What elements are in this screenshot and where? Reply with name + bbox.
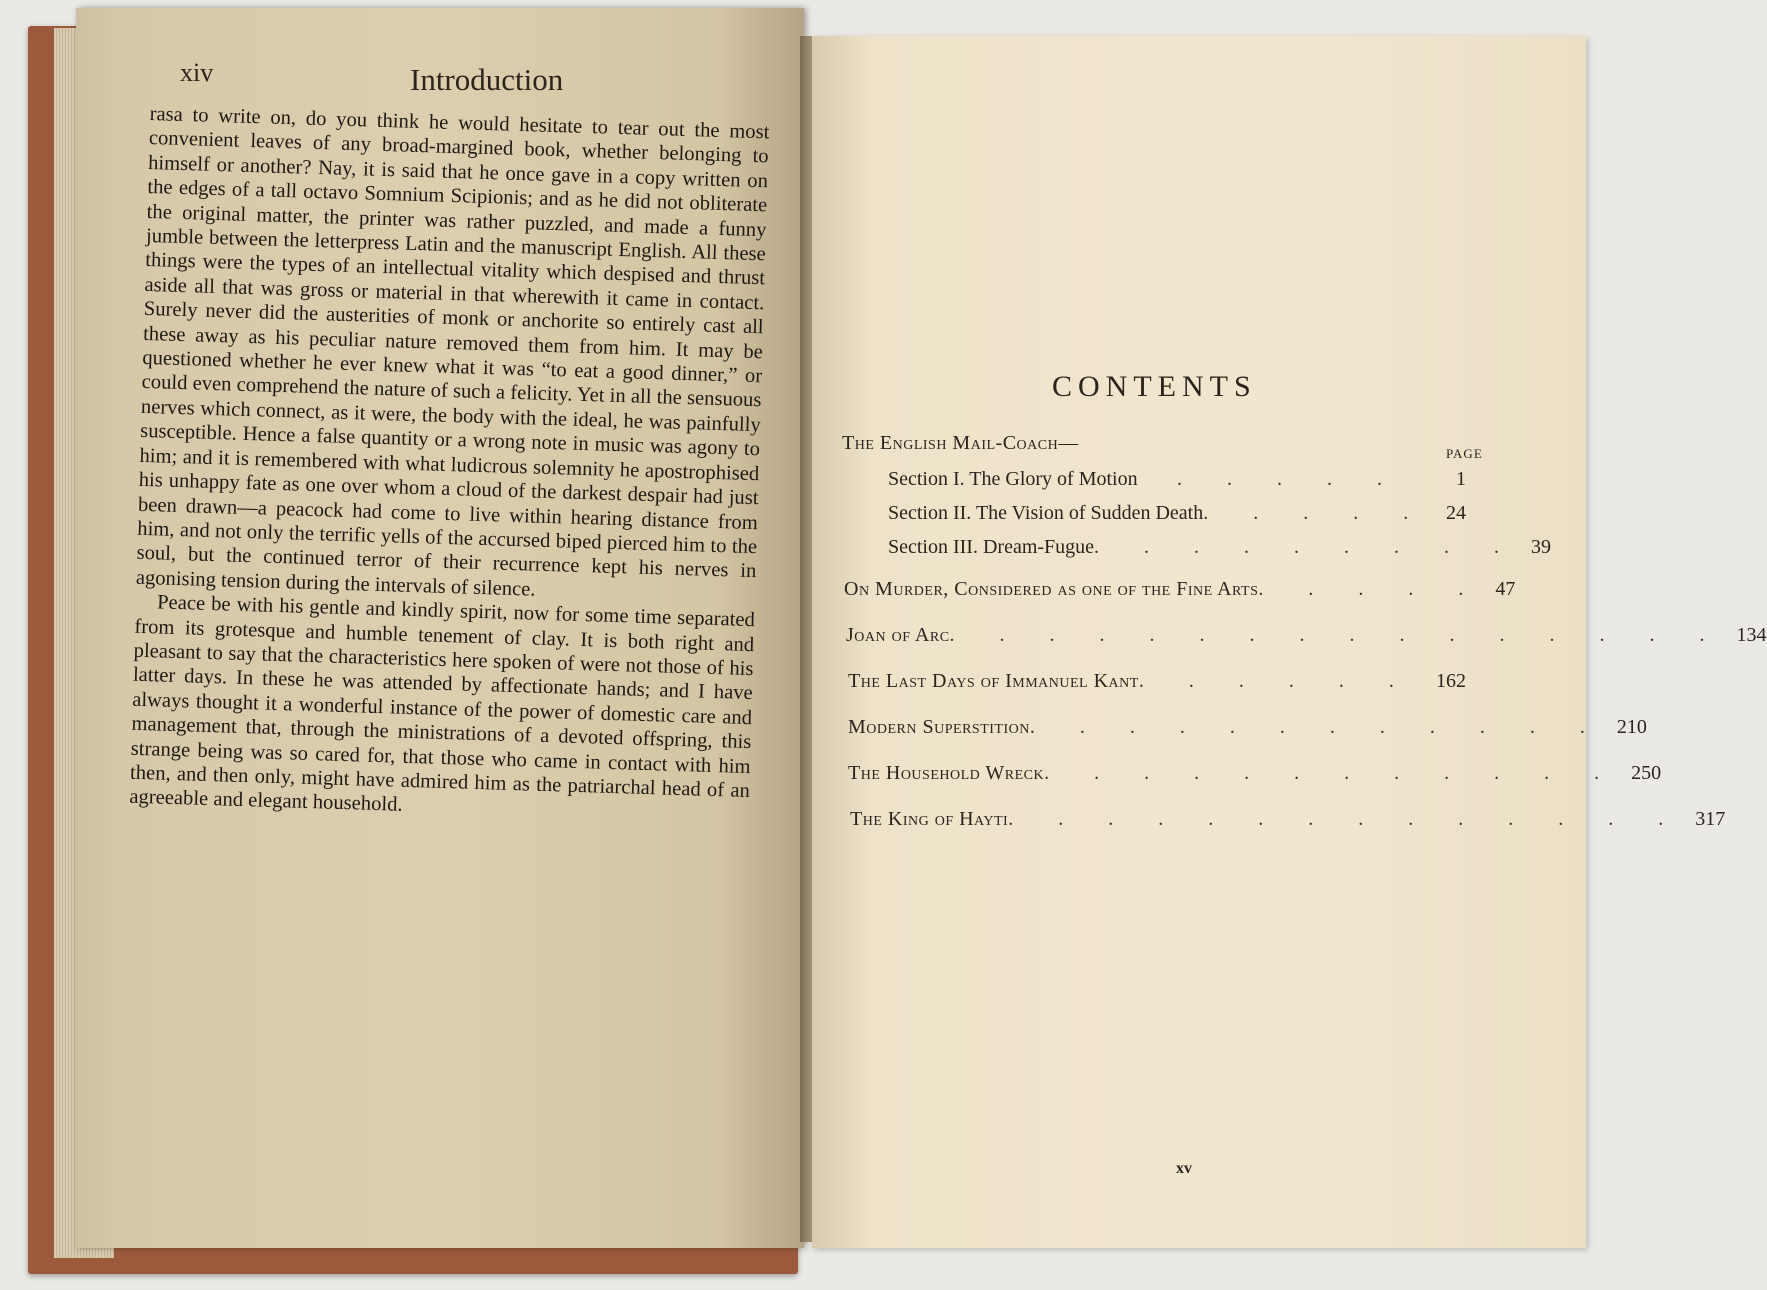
toc-entry-page: 162	[1436, 670, 1466, 692]
toc-entry-page: 39	[1531, 536, 1552, 558]
toc-entry	[888, 502, 1466, 525]
left-folio: xiv	[180, 58, 214, 87]
toc-entry-title: The Household Wreck	[848, 762, 1045, 784]
toc-leader-dots: . . . . . .	[1138, 670, 1414, 692]
running-head-title: Introduction	[410, 62, 564, 97]
toc-entry	[850, 808, 1726, 831]
right-folio: xv	[1176, 1160, 1192, 1177]
toc-entry	[888, 468, 1466, 491]
toc-entry-page: 210	[1616, 716, 1647, 738]
toc-entry-page: 317	[1695, 808, 1726, 830]
toc-entry-page: 47	[1495, 578, 1516, 600]
body-paragraph: rasa to write on, do you think he would hesitate to tear out the most convenient leaves of any broad-margined book, whether belonging to himself or another? Nay, it is said that he once gave in a copy written on the edges of a tall octavo Somnium Scipionis; and as he did not obliterate the original matter, the printer was rather puzzled, and made a funny jumble between the letterpress Latin and the manuscript English. All these things were the types of an intellectual vitality which despised and thrust aside all that was gross or material in that wherewith it came in contact. Surely never did the austerities of monk or anchorite so entirely cast all these away as his peculiar nature removed them from him. It may be questioned whether he ever knew what it was “to eat a good dinner,” or could even comprehend the nature of such a felicity. Yet in all the sensuous nerves which connect, as it were, the body with the ideal, he was painfully susceptible. Hence a false quantity or a wrong note in music was agony to him; and it is remembered with what ludicrous solemnity he apostrophised his unhappy fate as one over whom a cloud of the darkest despair had just been drawn—a peacock had come to live within hearing distance from him, and not only the terrific yells of the accursed biped pierced him to the soul, but the continued terror of their recurrence kept his nerves in agonising tension during the intervals of silence.	[135, 102, 770, 601]
toc-entry	[846, 624, 1767, 647]
toc-leader-dots: . . . . .	[1258, 578, 1484, 600]
toc-leader-dots: . . . . . . . . . . . .	[1029, 716, 1605, 738]
toc-leader-dots: . . . . . . . . . . . .	[1044, 762, 1620, 784]
toc-entry-title: The Last Days of Immanuel Kant	[848, 670, 1139, 692]
toc-entry-title: On Murder, Considered as one of the Fine Arts	[844, 578, 1259, 600]
toc-leader-dots: . . . . . . . . . . . . . . . .	[949, 624, 1725, 646]
toc-entry-title: The English Mail-Coach—	[842, 432, 1079, 454]
toc-entry-page: 134	[1736, 624, 1767, 646]
toc-entry-page: 24	[1446, 502, 1466, 524]
toc-entry-title: Section III. Dream-Fugue	[888, 536, 1095, 558]
toc-entry	[844, 578, 1516, 601]
toc-leader-dots: . . . . . . . . . . . . . .	[1008, 808, 1684, 830]
toc-entry	[848, 670, 1466, 693]
toc-entry-title: Modern Superstition	[848, 716, 1030, 738]
contents-heading: CONTENTS	[1052, 370, 1257, 403]
toc-leader-dots: . . . . . . . . .	[1094, 536, 1520, 558]
toc-entry	[848, 716, 1647, 739]
toc-entry	[888, 536, 1552, 559]
toc-entry-title: The King of Hayti	[850, 808, 1009, 830]
toc-leader-dots: . . . . .	[1203, 502, 1429, 524]
toc-entry-page: 250	[1631, 762, 1662, 784]
left-body-text	[129, 102, 770, 828]
toc-leader-dots: . . . . .	[1177, 468, 1402, 490]
page-column-label: PAGE	[1446, 446, 1483, 461]
toc-entry-page: 1	[1456, 468, 1466, 490]
body-paragraph: Peace be with his gentle and kindly spirit, now for some time separated from its grotesque and humble tenement of clay. It is both right and pleasant to say that the characteristics here spoken of were not those of his latter days. In these he was attended by affectionate hands; and I have always thought it a wonderful instance of the power of domestic care and management that, through the ministrations of a devoted offspring, this strange being was so cared for, that those who came in contact with him then, and then only, might have admired him as the patriarchal head of an agreeable and elegant household.	[129, 591, 756, 817]
toc-entry	[842, 432, 1442, 455]
toc-entry-title: Section II. The Vision of Sudden Death	[888, 502, 1204, 524]
toc-entry-title: Section I. The Glory of Motion	[888, 468, 1138, 490]
toc-entry	[848, 762, 1662, 785]
toc-entry-title: Joan of Arc	[846, 624, 950, 646]
